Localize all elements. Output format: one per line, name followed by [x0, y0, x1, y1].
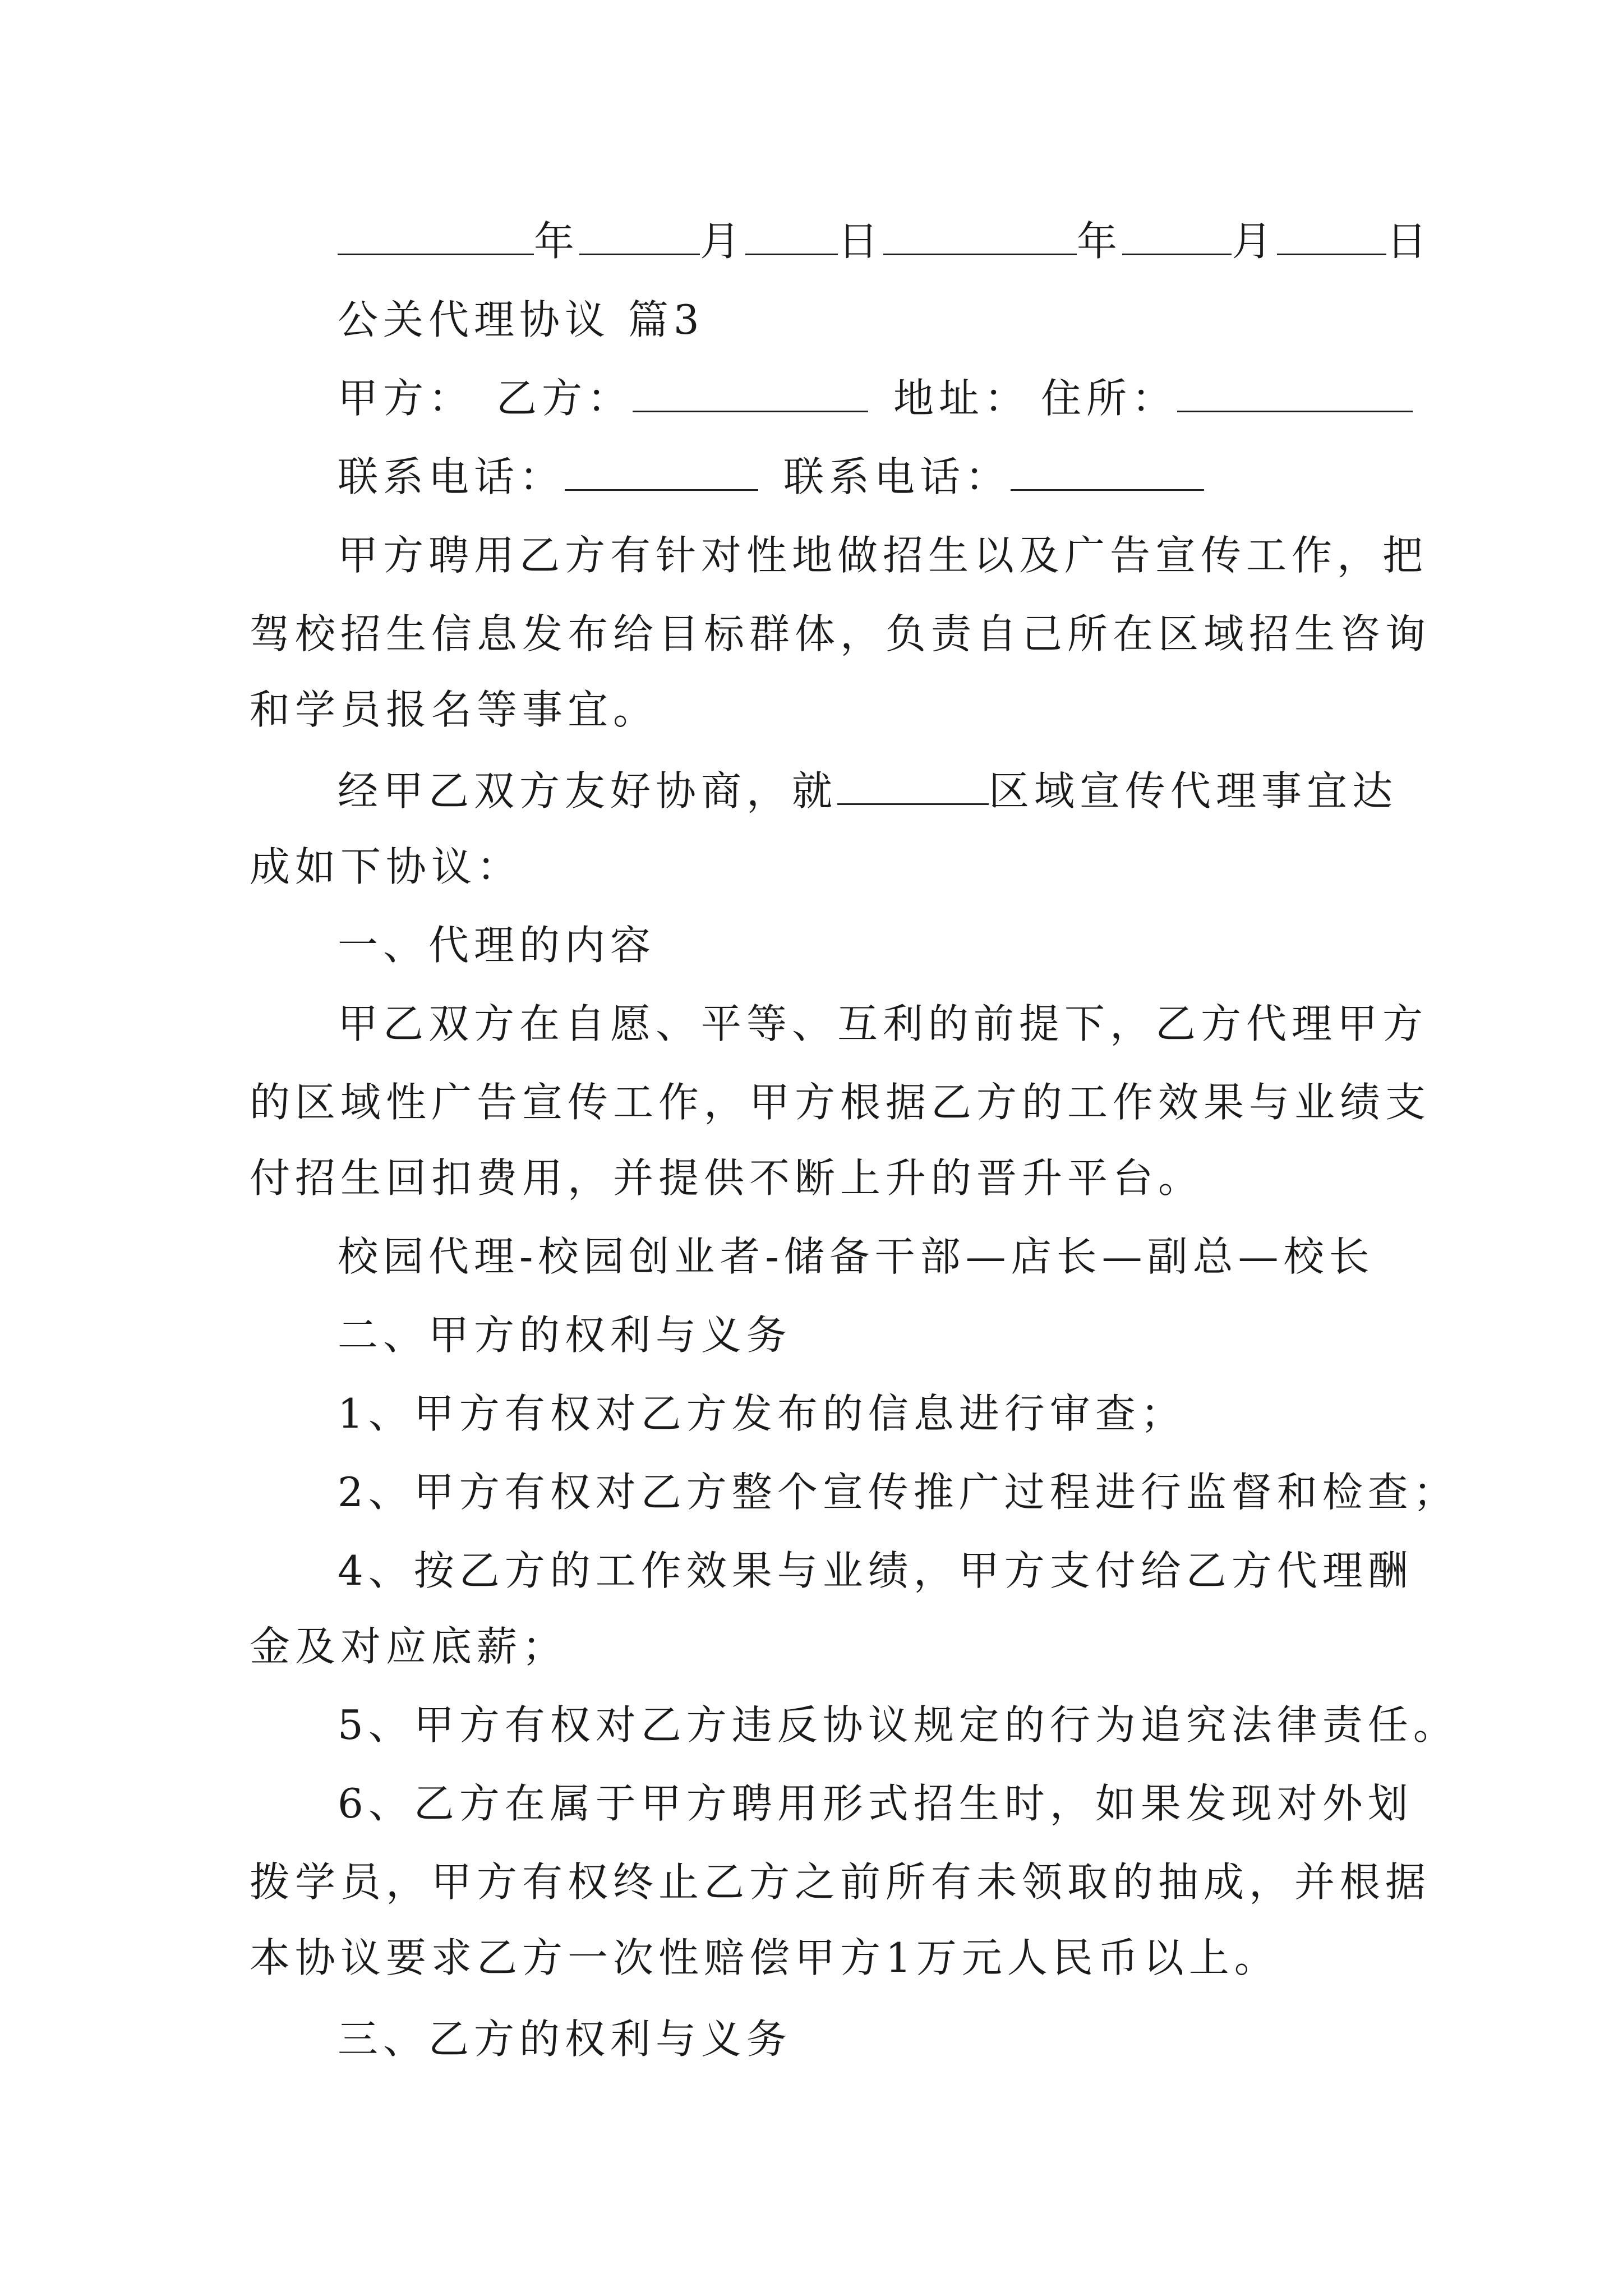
section-1-heading: 一、代理的内容	[338, 922, 656, 969]
residence-label: 住所：	[1041, 375, 1178, 422]
phone-b-label: 联系电话：	[783, 453, 1011, 500]
day-label-1: 日	[838, 218, 884, 265]
list-item-6-line-2: 拨学员，甲方有权终止乙方之前所有未领取的抽成，并根据	[250, 1858, 1431, 1906]
phone-b-blank	[1011, 450, 1204, 491]
blank-year-1	[338, 214, 534, 255]
document-title: 公关代理协议 篇3	[338, 296, 704, 343]
career-path: 校园代理-校园创业者-储备干部—店长—副总—校长	[338, 1233, 1375, 1280]
blank-day-2	[1277, 214, 1386, 255]
parties-line	[338, 370, 1413, 426]
phone-a-blank	[565, 450, 758, 491]
list-item-2: 2、甲方有权对乙方整个宣传推广过程进行监督和检查；	[338, 1469, 1459, 1516]
date-line	[338, 213, 1432, 269]
paragraph-2-text-a: 经甲乙双方友好协商，就	[338, 767, 838, 815]
contact-line	[338, 449, 1204, 505]
list-item-5: 5、甲方有权对乙方违反协议规定的行为追究法律责任。	[338, 1701, 1459, 1749]
section-2-heading: 二、甲方的权利与义务	[338, 1312, 792, 1359]
residence-blank	[1177, 371, 1413, 412]
list-item-6-line-3: 本协议要求乙方一次性赔偿甲方1万元人民币以上。	[250, 1934, 1280, 1981]
section-3-heading: 三、乙方的权利与义务	[338, 2016, 792, 2063]
year-label-2: 年	[1077, 218, 1123, 265]
party-a-label: 甲方：	[338, 375, 474, 422]
month-label-1: 月	[700, 218, 746, 265]
blank-day-1	[745, 214, 838, 255]
paragraph-2-text-b: 区域宣传代理事宜达	[989, 767, 1398, 815]
year-label-1: 年	[534, 218, 580, 265]
blank-month-2	[1122, 214, 1232, 255]
blank-year-2	[883, 214, 1077, 255]
list-item-1: 1、甲方有权对乙方发布的信息进行审查；	[338, 1390, 1186, 1437]
day-label-2: 日	[1386, 218, 1432, 265]
party-b-label: 乙方：	[496, 375, 633, 422]
address-label: 地址：	[893, 375, 1030, 422]
phone-a-label: 联系电话：	[338, 453, 565, 500]
blank-month-1	[579, 214, 700, 255]
list-item-4-line-1: 4、按乙方的工作效果与业绩，甲方支付给乙方代理酬	[338, 1547, 1413, 1594]
month-label-2: 月	[1232, 218, 1278, 265]
paragraph-1-line-1: 甲方聘用乙方有针对性地做招生以及广告宣传工作，把	[338, 532, 1428, 579]
list-item-4-line-2: 金及对应底薪；	[250, 1623, 568, 1670]
paragraph-3-line-3: 付招生回扣费用，并提供不断上升的晋升平台。	[250, 1154, 1204, 1202]
party-b-blank	[633, 371, 868, 412]
paragraph-3-line-2: 的区域性广告宣传工作，甲方根据乙方的工作效果与业绩支	[250, 1079, 1431, 1126]
region-blank	[837, 764, 989, 805]
paragraph-3-line-1: 甲乙双方在自愿、平等、互利的前提下，乙方代理甲方	[338, 1000, 1428, 1047]
paragraph-2-line-2: 成如下协议：	[250, 843, 523, 890]
list-item-6-line-1: 6、乙方在属于甲方聘用形式招生时，如果发现对外划	[338, 1780, 1413, 1827]
paragraph-1-line-3: 和学员报名等事宜。	[250, 686, 659, 733]
paragraph-2-line-1	[338, 763, 1398, 819]
paragraph-1-line-2: 驾校招生信息发布给目标群体，负责自己所在区域招生咨询	[250, 610, 1431, 657]
